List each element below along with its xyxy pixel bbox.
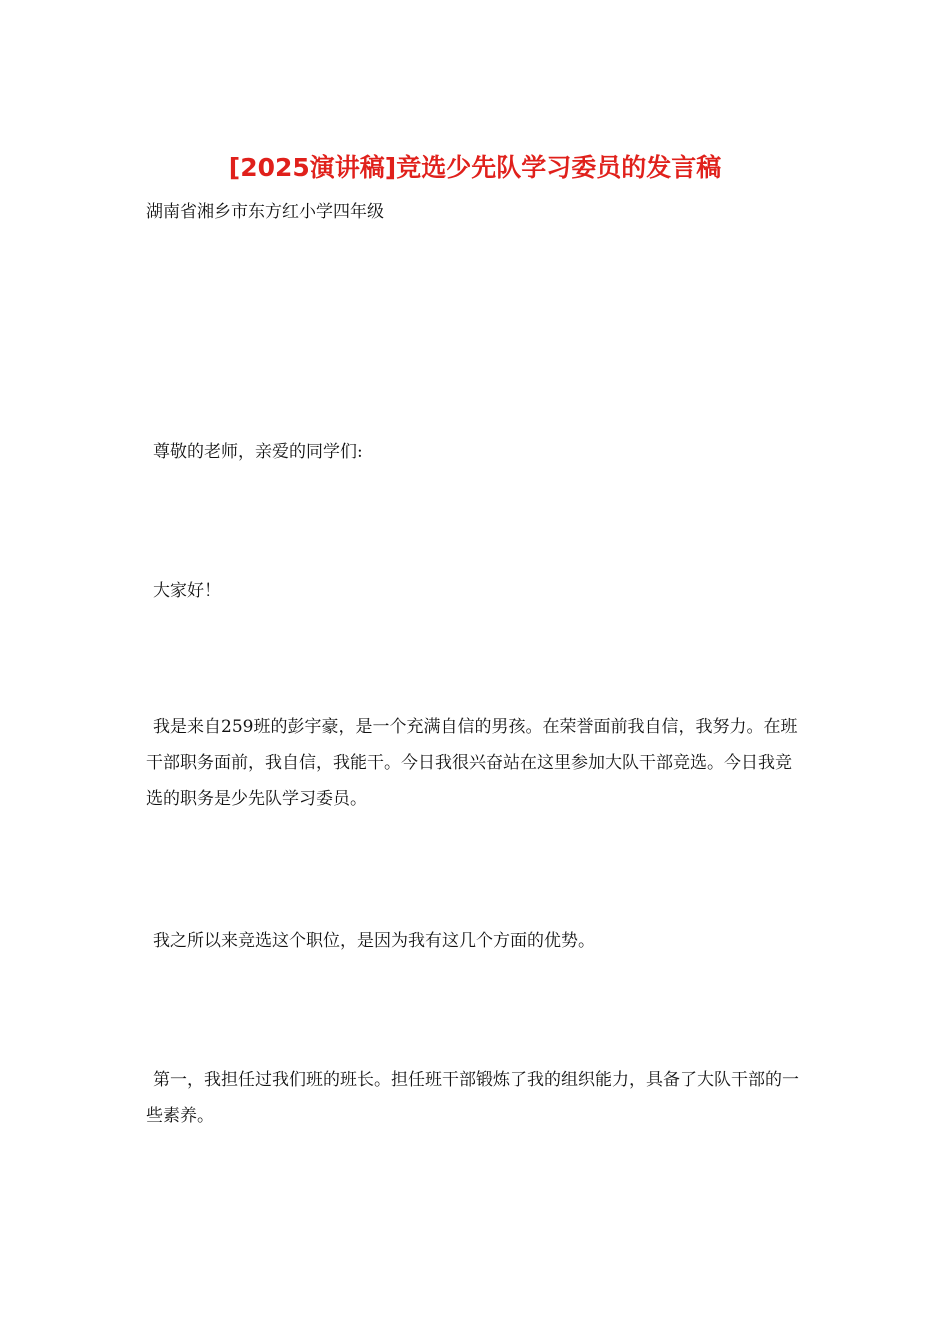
- document-title: [2025演讲稿]竞选少先队学习委员的发言稿: [228, 153, 722, 182]
- paragraph-introduction: 我是来自259班的彭宇豪，是一个充满自信的男孩。在荣誉面前我自信，我努力。在班干部职务面前，我自信，我能干。今日我很兴奋站在这里参加大队干部竞选。今日我竞选的职务是少先队学习委员。: [146, 717, 798, 809]
- paragraph-greeting: 尊敬的老师，亲爱的同学们:: [153, 442, 363, 462]
- paragraph-hello: 大家好！: [153, 581, 221, 601]
- paragraph-first-point: 第一，我担任过我们班的班长。担任班干部锻炼了我的组织能力，具备了大队干部的一些素养。: [146, 1070, 799, 1126]
- paragraph-reason: 我之所以来竞选这个职位，是因为我有这几个方面的优势。: [153, 931, 595, 951]
- school-line: 湖南省湘乡市东方红小学四年级: [146, 202, 384, 222]
